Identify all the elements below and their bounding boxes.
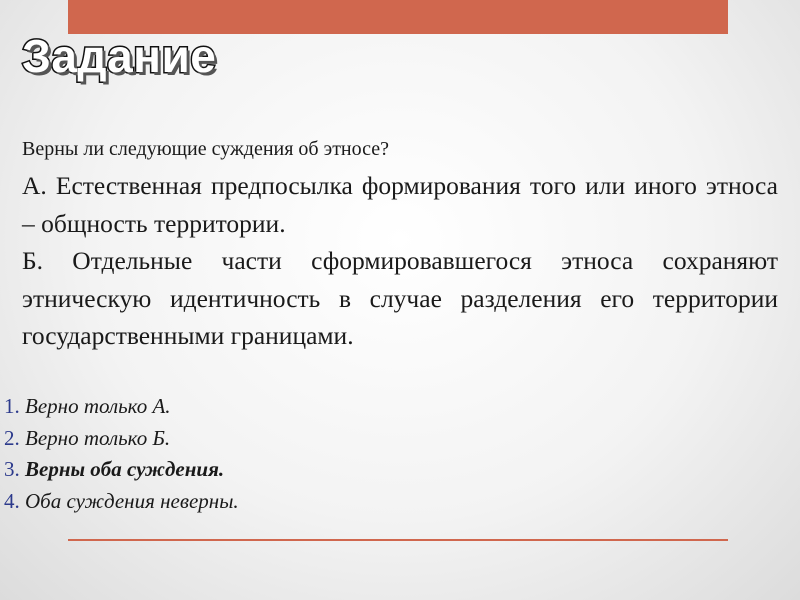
- answer-text: Верно только Б.: [25, 425, 171, 450]
- answer-number: 1.: [4, 394, 20, 418]
- slide-title: Задание: [22, 30, 217, 82]
- answer-number: 2.: [4, 425, 20, 450]
- answer-option-2: [4, 423, 239, 455]
- question-text: Верны ли следующие суждения об этносе?: [22, 138, 390, 160]
- answer-option-1: [4, 391, 239, 423]
- answer-number: 4.: [4, 488, 20, 513]
- answer-text: Верно только А.: [25, 394, 171, 418]
- statement-a: А. Естественная предпосылка формирования того или иного этноса – общность территории.: [22, 171, 778, 238]
- answer-text: Оба суждения неверны.: [25, 488, 239, 513]
- answer-option-3: [4, 454, 239, 486]
- answer-option-4: [4, 486, 239, 518]
- answer-text: Верны оба суждения.: [25, 457, 225, 481]
- answer-list: [4, 391, 239, 517]
- bottom-divider: [68, 539, 728, 541]
- answer-number: 3.: [4, 457, 20, 481]
- statement-b: Б. Отдельные части сформировавшегося этноса сохраняют этническую идентичность в случае разделения его территории государственными границами.: [22, 246, 778, 350]
